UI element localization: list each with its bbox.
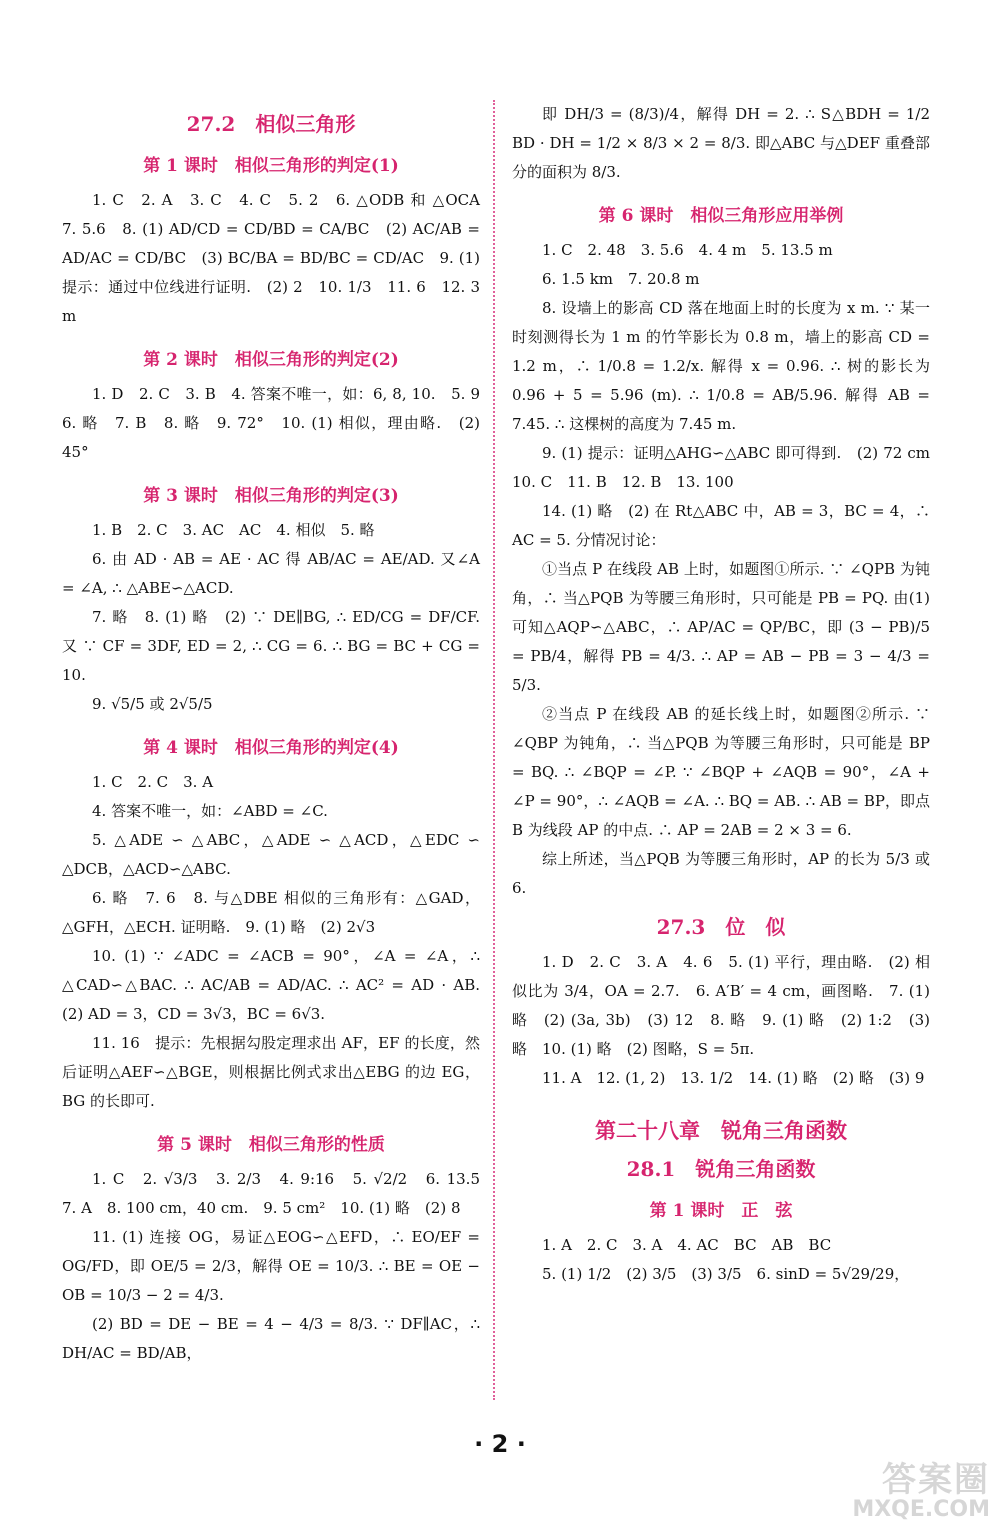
answer-paragraph: 14. (1) 略 (2) 在 Rt△ABC 中，AB = 3，BC = 4，∴ AC = 5. 分情况讨论： [512, 502, 930, 549]
lesson-heading: 第 3 课时 相似三角形的判定(3) [143, 486, 399, 506]
lesson-heading: 第 2 课时 相似三角形的判定(2) [143, 350, 399, 370]
page-number: · 2 · [474, 1430, 526, 1458]
answer-paragraph: 即 DH/3 = (8/3)/4，解得 DH = 2. ∴ S△BDH = 1/2 BD · DH = 1/2 × 8/3 × 2 = 8/3. 即△ABC 与△DEF 重叠部分的面积为 8/3. [512, 105, 930, 181]
answer-paragraph: 1. C 2. 48 3. 5.6 4. 4 m 5. 13.5 m [542, 241, 833, 259]
lesson-heading: 第 4 课时 相似三角形的判定(4) [143, 738, 399, 758]
section-heading: 27.3 位 似 [656, 915, 786, 939]
section-heading: 27.2 相似三角形 [186, 112, 356, 136]
answer-paragraph: 1. D 2. C 3. A 4. 6 5. (1) 平行，理由略. (2) 相似比为 3/4，OA = 2.7. 6. A′B′ = 4 cm，画图略. 7. (1) 略 (2) (3a, 3b) (3) 12 8. 略 9. (1) 略 (2) 1:2 (3) 略 10. (1) 略 (2) 图略，S = 5π. [512, 953, 930, 1058]
answer-paragraph: 6. 1.5 km 7. 20.8 m [542, 270, 700, 288]
answer-paragraph: 11. 16 提示：先根据勾股定理求出 AF，EF 的长度，然后证明△AEF∽△BGE，则根据比例式求出△EBG 的边 EG，BG 的长即可. [62, 1034, 480, 1110]
answer-paragraph: 7. 略 8. (1) 略 (2) ∵ DE∥BG, ∴ ED/CG = DF/CF. 又 ∵ CF = 3DF, ED = 2, ∴ CG = 6. ∴ BG = BC + CG = 10. [62, 608, 480, 684]
answer-paragraph: 1. B 2. C 3. AC AC 4. 相似 5. 略 [92, 521, 375, 539]
answer-paragraph: 6. 略 7. 6 8. 与△DBE 相似的三角形有：△GAD，△GFH，△ECH. 证明略. 9. (1) 略 (2) 2√3 [62, 889, 480, 936]
answer-paragraph: 11. (1) 连接 OG，易证△EOG∽△EFD，∴ EO/EF = OG/FD，即 OE/5 = 2/3，解得 OE = 10/3. ∴ BE = OE − OB = 10/3 − 2 = 4/3. [62, 1228, 480, 1304]
answer-paragraph: 1. C 2. C 3. A [92, 773, 214, 791]
answer-paragraph: (2) BD = DE − BE = 4 − 4/3 = 8/3. ∵ DF∥AC，∴ DH/AC = BD/AB， [62, 1315, 480, 1362]
answer-paragraph: 6. 由 AD · AB = AE · AC 得 AB/AC = AE/AD. 又∠A = ∠A, ∴ △ABE∽△ACD. [62, 550, 480, 597]
answer-paragraph: 1. C 2. A 3. C 4. C 5. 2 6. △ODB 和 △OCA 7. 5.6 8. (1) AD/CD = CD/BD = CA/BC (2) AC/AB = AD/AC = CD/BC (3) BC/BA = BD/BC = CD/AC 9. (1) 提示：通过中位线进行证明. (2) 2 10. 1/3 11. 6 12. 3 m [62, 191, 496, 325]
answer-paragraph: 1. C 2. √3/3 3. 2/3 4. 9:16 5. √2/2 6. 13.5 7. A 8. 100 cm，40 cm. 9. 5 cm² 10. (1) 略 (2) 8 [62, 1170, 496, 1217]
column-divider [493, 100, 495, 1400]
answer-paragraph: 11. A 12. (1, 2) 13. 1/2 14. (1) 略 (2) 略 (3) 9 [542, 1069, 925, 1087]
answer-paragraph: 5. (1) 1/2 (2) 3/5 (3) 3/5 6. sinD = 5√29/29， [542, 1265, 910, 1283]
watermark-logo: 答案圈 MXQE.COM [852, 1460, 990, 1522]
lesson-heading: 第 6 课时 相似三角形应用举例 [598, 206, 844, 226]
answer-paragraph: 1. A 2. C 3. A 4. AC BC AB BC [542, 1236, 832, 1254]
right-column [512, 100, 946, 1289]
lesson-heading: 第 1 课时 相似三角形的判定(1) [143, 156, 399, 176]
answer-paragraph: 9. √5/5 或 2√5/5 [92, 695, 213, 713]
chapter-heading: 第二十八章 锐角三角函数 [595, 1118, 847, 1143]
answer-paragraph: ②当点 P 在线段 AB 的延长线上时，如题图②所示. ∵ ∠QBP 为钝角，∴ 当△PQB 为等腰三角形时，只可能是 BP = BQ. ∴ ∠BQP = ∠P. ∵ ∠BQP + ∠AQB = 90°，∠A + ∠P = 90°，∴ ∠AQB = ∠A. ∴ BQ = AB. ∴ AB = BP，即点 B 为线段 AP 的中点. ∴ AP = 2AB = 2 × 3 = 6. [512, 705, 930, 839]
answer-paragraph: 10. (1) ∵ ∠ADC = ∠ACB = 90°，∠A = ∠A，∴ △CAD∽△BAC. ∴ AC/AB = AD/AC. ∴ AC² = AD · AB. (2) AD = 3，CD = 3√3，BC = 6√3. [62, 947, 496, 1023]
answer-paragraph: 9. (1) 提示：证明△AHG∽△ABC 即可得到. (2) 72 cm 10. C 11. B 12. B 13. 100 [512, 444, 946, 491]
section-heading: 28.1 锐角三角函数 [626, 1157, 816, 1181]
left-column [62, 100, 496, 1368]
answer-paragraph: 综上所述，当△PQB 为等腰三角形时，AP 的长为 5/3 或 6. [512, 850, 930, 897]
answer-paragraph: 1. D 2. C 3. B 4. 答案不唯一，如：6, 8, 10. 5. 9 6. 略 7. B 8. 略 9. 72° 10. (1) 相似，理由略. (2) 45° [62, 385, 496, 461]
answer-paragraph: 8. 设墙上的影高 CD 落在地面上时的长度为 x m. ∵ 某一时刻测得长为 1 m 的竹竿影长为 0.8 m，墙上的影高 CD = 1.2 m，∴ 1/0.8 = 1.2/x. 解得 x = 0.96. ∴ 树的影长为 0.96 + 5 = 5.96 (m). ∴ 1/0.8 = AB/5.96. 解得 AB = 7.45. ∴ 这棵树的高度为 7.45 m. [512, 299, 930, 433]
lesson-heading: 第 5 课时 相似三角形的性质 [157, 1135, 385, 1155]
answer-paragraph: 5. △ADE ∽ △ABC，△ADE ∽ △ACD，△EDC ∽ △DCB，△ACD∽△ABC. [62, 831, 480, 878]
lesson-heading: 第 1 课时 正 弦 [649, 1201, 793, 1221]
answer-paragraph: ①当点 P 在线段 AB 上时，如题图①所示. ∵ ∠QPB 为钝角，∴ 当△PQB 为等腰三角形时，只可能是 PB = PQ. 由(1)可知△AQP∽△ABC，∴ AP/AC = QP/BC，即 (3 − PB)/5 = PB/4，解得 PB = 4/3. ∴ AP = AB − PB = 3 − 4/3 = 5/3. [512, 560, 930, 694]
answer-paragraph: 4. 答案不唯一，如：∠ABD = ∠C. [92, 802, 328, 820]
